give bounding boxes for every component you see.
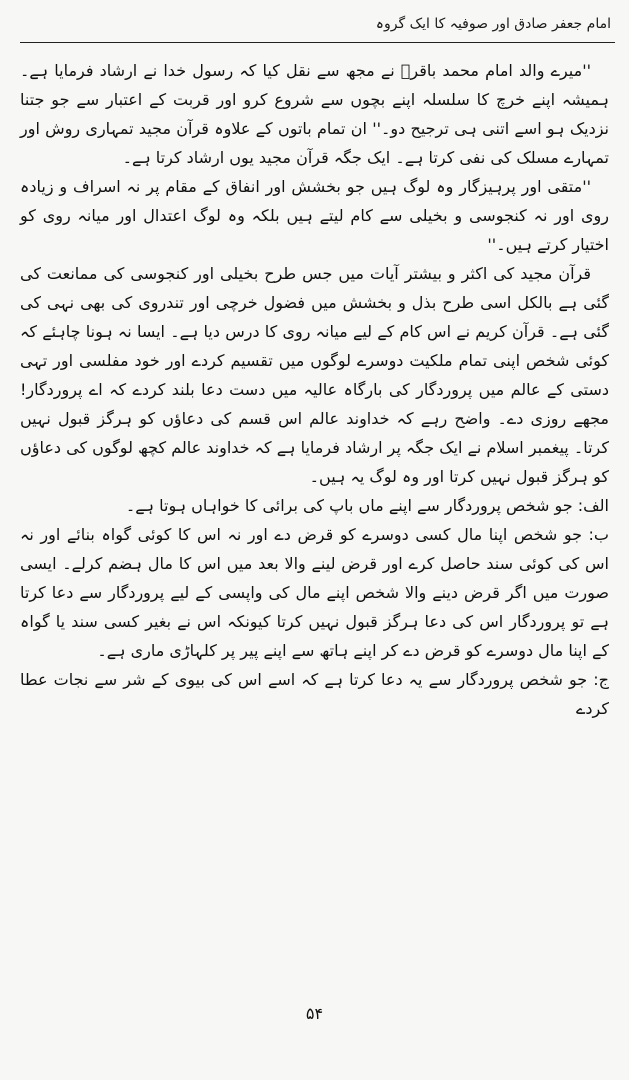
list-item-be: ب: جو شخص اپنا مال کسی دوسرے کو قرض دے اور نہ اس کا کوئی گواہ بنائے اور نہ اس کی کوئی سند حاصل کرے اور قرض لینے والا بعد میں اس کا مال ہضم کرلے۔ ایسی صورت میں اگر قرض دینے والا شخص اپنے مال کی واپسی کے لیے پروردگار سے دعا کرتا ہے تو پروردگار اس کی دعا ہرگز قبول نہیں کرتا کیونکہ اس نے بغیر کسی سند یا گواہ کے اپنا مال دوسرے کو قرض دے کر اپنے ہاتھ سے اپنے پیر پر کلہاڑی ماری ہے۔ bbox=[20, 525, 609, 660]
header-rule bbox=[20, 42, 615, 43]
paragraph-quran-quote: ''متقی اور پرہیزگار وہ لوگ ہیں جو بخشش اور انفاق کے مقام پر نہ اسراف و زیادہ روی اور نہ کنجوسی و بخیلی سے کام لیتے ہیں بلکہ وہ لوگ اعتدال اور میانہ روی کو اختیار کرتے ہیں۔'' bbox=[20, 177, 609, 254]
list-item-alif: الف: جو شخص پروردگار سے اپنے ماں باپ کی برائی کا خواہاں ہوتا ہے۔ bbox=[125, 496, 609, 515]
paragraph-hadith-quote: ''میرے والد امام محمد باقرؑ نے مجھ سے نقل کیا کہ رسول خدا نے ارشاد فرمایا ہے۔ ہمیشہ اپنے خرچ کا سلسلہ اپنے بچوں سے شروع کرو اور قربت کے اعتبار سے جو جتنا نزدیک ہو اسے اتنی ہی ترجیح دو۔'' ان تمام باتوں کے علاوہ قرآن مجید تمہاری روش اور تمہارے مسلک کی نفی کرتا ہے۔ ایک جگہ قرآن مجید یوں ارشاد کرتا ہے۔ bbox=[20, 61, 609, 167]
list-item-jeem: ج: جو شخص پروردگار سے یہ دعا کرتا ہے کہ اسے اس کی بیوی کے شر سے نجات عطا کردے bbox=[20, 670, 609, 718]
paragraph-moderation: قرآن مجید کی اکثر و بیشتر آیات میں جس طرح بخیلی اور کنجوسی کی ممانعت کی گئی ہے بالکل اسی طرح بذل و بخشش میں فضول خرچی اور تندروی کی بھی نہی کی گئی ہے۔ قرآن کریم نے اس کام کے لیے میانہ روی کا درس دیا ہے۔ ایسا نہ ہونا چاہئے کہ کوئی شخص اپنی تمام ملکیت دوسرے لوگوں میں تقسیم کردے اور خود مفلسی اور تہی دستی کے عالم میں پروردگار کی بارگاہ عالیہ میں دست دعا بلند کردے کہ اے پروردگار! مجھے روزی دے۔ واضح رہے کہ خداوند عالم اس قسم کی دعاؤں کو ہرگز قبول نہیں کرتا۔ پیغمبر اسلام نے ایک جگہ پر ارشاد فرمایا ہے کہ خداوند عالم کچھ لوگوں کی دعاؤں کو ہرگز قبول نہیں کرتا اور وہ لوگ یہ ہیں۔ bbox=[20, 264, 609, 486]
page-number: ۵۴ bbox=[305, 1004, 324, 1023]
running-header: امام جعفر صادق اور صوفیہ کا ایک گروہ bbox=[375, 16, 611, 32]
body-text bbox=[20, 56, 609, 723]
